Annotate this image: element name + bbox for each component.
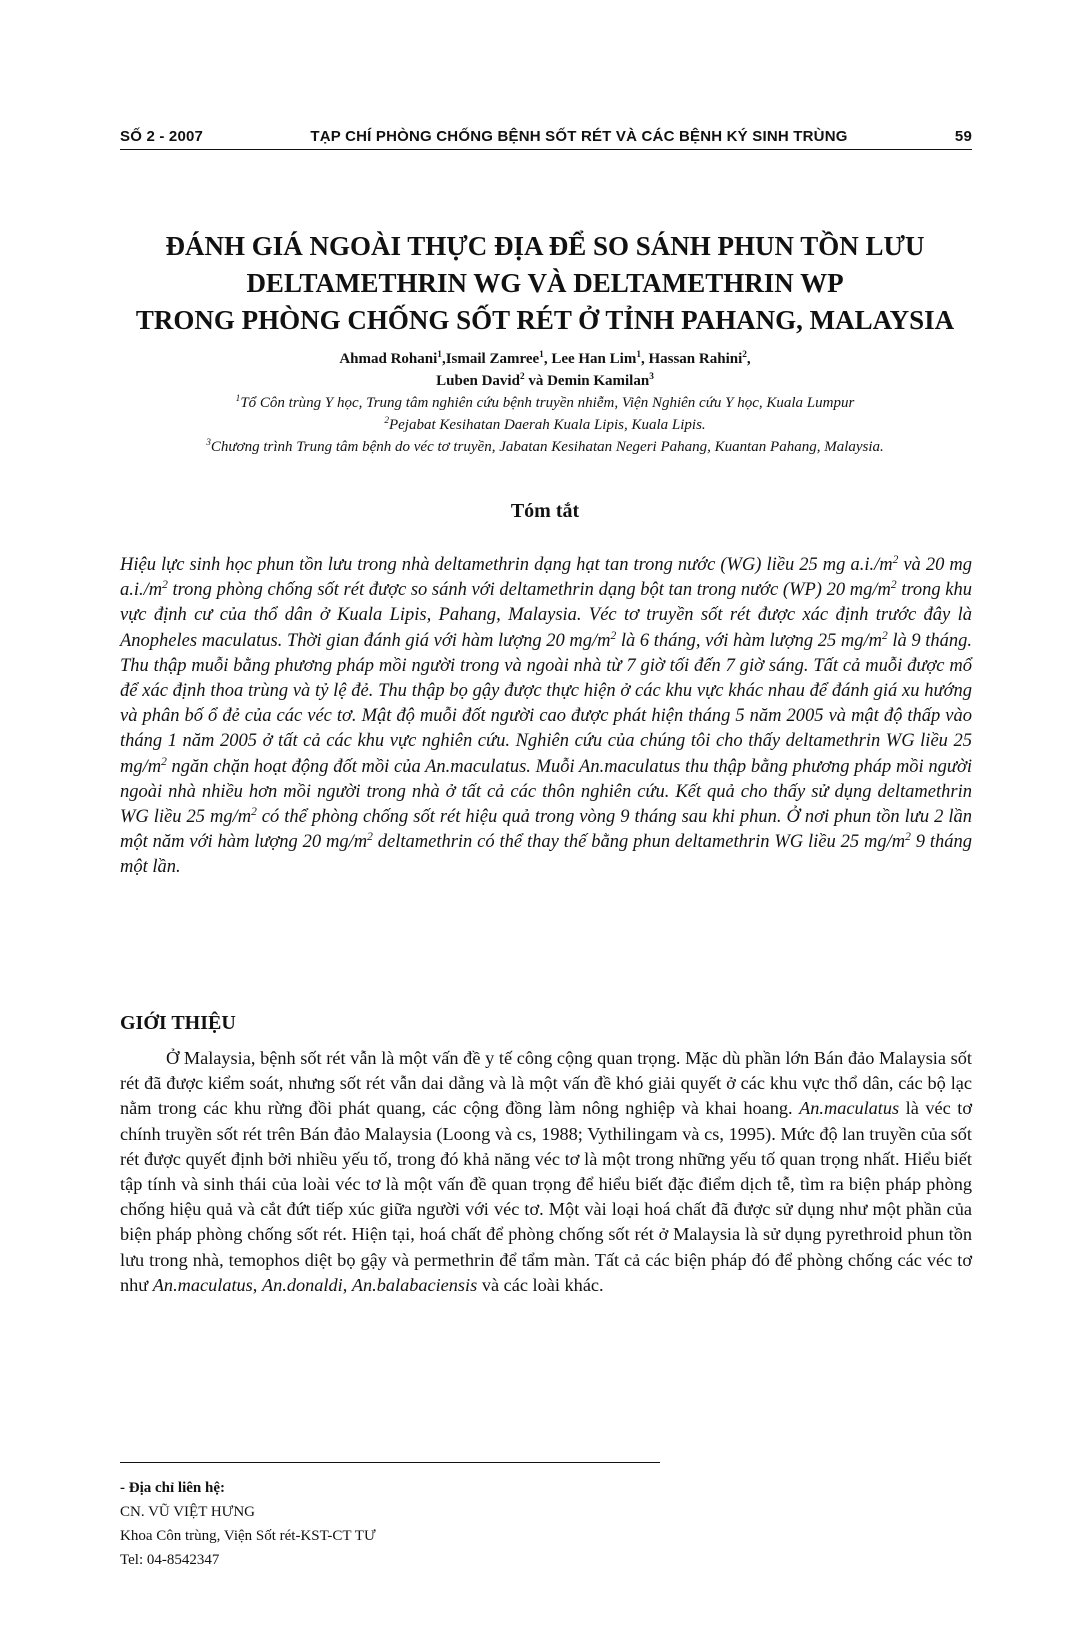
author-line: [100, 370, 990, 392]
superscript: 2: [890, 579, 897, 592]
abstract-segment: trong khu vực định cư của thổ dân ở Kuala Lipis, Pahang, Malaysia. Véc tơ truyền sốt rét được xác định trước đây là Anopheles maculatus. Thời gian đánh giá với hàm lượng 20 mg/m: [120, 580, 973, 651]
superscript: 2: [367, 831, 373, 844]
page-number: 59: [954, 128, 972, 145]
author-name: , Lee Han Lim: [543, 351, 637, 367]
affiliation-mark: 3: [649, 372, 654, 382]
contact-name: CN. VŨ VIỆT HƯNG: [120, 1504, 255, 1520]
separator: ,: [252, 1274, 262, 1295]
author-list: [100, 348, 990, 392]
affiliation-mark: 2: [742, 350, 747, 360]
abstract-heading: Tóm tắt: [510, 500, 580, 522]
superscript: 2: [610, 629, 617, 642]
contact-footnote: [120, 1476, 720, 1572]
affiliation-list: [100, 392, 990, 458]
affiliation-text: Pejabat Kesihatan Daerah Kuala Lipis, Kuala Lipis.: [388, 417, 706, 433]
abstract-segment: trong phòng chống sốt rét được so sánh với deltamethrin dạng bột tan trong nước (WP) 20 mg/m: [167, 580, 891, 601]
affiliation: [100, 414, 990, 436]
article-title: [100, 228, 990, 339]
species-name: An.maculatus: [152, 1274, 253, 1295]
superscript: 2: [251, 805, 257, 818]
abstract-segment: là 9 tháng. Thu thập muỗi bằng phương pháp mồi người trong và ngoài nhà từ 7 giờ tối đến 7 giờ sáng. Tất cả muỗi được mổ để xác định thoa trùng và tỷ lệ đẻ. Thu thập bọ gậy được thực hiện ở các khu vực khác nhau để đánh giá xu hướng và phân bố ổ đẻ của các véc tơ. Mật độ muỗi đốt người cao được phát hiện tháng 5 năm 2005 và mật độ thấp vào tháng 1 năm 2005 ở tất cả các khu vực nghiên cứu. Nghiên cứu của chúng tôi cho thấy deltamethrin WG liều 25 mg/m: [120, 630, 973, 777]
introduction-paragraph: [120, 1046, 972, 1298]
issue-number: SỐ 2 - 2007: [120, 128, 204, 145]
superscript: 2: [161, 755, 167, 768]
footnote-divider: [120, 1462, 660, 1463]
intro-text: Ở Malaysia, bệnh sốt rét vẫn là một vấn đề y tế công cộng quan trọng. Mặc dù phần lớn Bán đảo Malaysia sốt rét đã được kiểm soát, nhưng sốt rét vẫn dai dẳng và là một vấn đề khó giải quyết ở các khu vực thổ dân, các bộ lạc nằm trong các khu rừng đồi phát quang, các cộng đồng làm nông nghiệp và khai hoang.: [120, 1048, 972, 1119]
affiliation-text: Chương trình Trung tâm bệnh do véc tơ truyền, Jabatan Kesihatan Negeri Pahang, Kuantan Pahang, Malaysia.: [210, 439, 884, 455]
author-name: , Hassan Rahini: [640, 351, 743, 367]
abstract-segment: ngăn chặn hoạt động đốt mồi của An.maculatus. Muỗi An.maculatus thu thập bằng phương pháp mồi người ngoài nhà nhiều hơn mồi người trong nhà ở tất cả các thôn nghiên cứu. Kết quả cho thấy sử dụng deltamethrin WG liều 25 mg/m: [120, 756, 972, 828]
contact-affiliation: Khoa Côn trùng, Viện Sốt rét-KST-CT TƯ: [120, 1528, 376, 1544]
running-header: [120, 128, 972, 150]
author-name: Ahmad Rohani: [339, 351, 438, 367]
intro-text: và các loài khác.: [477, 1274, 604, 1295]
affiliation: [100, 392, 990, 414]
species-name: An.donaldi: [261, 1274, 343, 1295]
abstract-text: [120, 553, 972, 881]
author-name: Luben David: [436, 373, 520, 389]
superscript: 2: [892, 553, 899, 566]
affiliation-mark: 1: [539, 350, 544, 360]
abstract-segment: deltamethrin có thể thay thế bằng phun deltamethrin WG liều 25 mg/m: [372, 832, 906, 853]
superscript: 2: [162, 579, 168, 592]
affiliation-mark: 1: [235, 394, 241, 404]
author-name: và Demin Kamilan: [524, 373, 650, 389]
affiliation: [100, 436, 990, 458]
separator: ,: [342, 1274, 352, 1295]
affiliation-mark: 3: [206, 438, 211, 448]
affiliation-mark: 2: [384, 416, 389, 426]
superscript: 2: [881, 629, 888, 642]
contact-phone: Tel: 04-8542347: [120, 1552, 220, 1568]
species-name: An.maculatus: [799, 1098, 900, 1119]
title-line: TRONG PHÒNG CHỐNG SỐT RÉT Ở TỈNH PAHANG, MALAYSIA: [135, 305, 955, 335]
author-name: ,Ismail Zamree: [441, 351, 540, 367]
abstract-segment: và 20 mg a.i./m: [120, 555, 972, 601]
affiliation-mark: 1: [437, 350, 442, 360]
title-line: DELTAMETHRIN WG VÀ DELTAMETHRIN WP: [246, 268, 844, 298]
author-line: [100, 348, 990, 370]
affiliation-text: Tổ Côn trùng Y học, Trung tâm nghiên cứu bệnh truyền nhiễm, Viện Nghiên cứu Y học, Kuala Lumpur: [240, 395, 855, 411]
abstract-segment: là 6 tháng, với hàm lượng 25 mg/m: [616, 630, 882, 651]
superscript: 2: [905, 831, 911, 844]
abstract-segment: 9 tháng một lần.: [120, 832, 972, 878]
affiliation-mark: 2: [519, 372, 525, 382]
journal-name: TẠP CHÍ PHÒNG CHỐNG BỆNH SỐT RÉT VÀ CÁC BỆNH KÝ SINH TRÙNG: [310, 128, 848, 145]
affiliation-mark: 1: [636, 350, 641, 360]
contact-label: - Địa chỉ liên hệ:: [120, 1480, 225, 1496]
intro-text: là véc tơ chính truyền sốt rét trên Bán đảo Malaysia (Loong và cs, 1988; Vythilingam và cs, 1995). Mức độ lan truyền của sốt rét được quyết định bởi nhiều yếu tố, trong đó khả năng véc tơ là một trong những yếu tố quan trọng nhất. Hiểu biết tập tính và sinh thái của loài véc tơ là một vấn đề quan trọng để hiểu biết đặc điểm dịch tễ, tìm ra biện pháp phòng chống hiệu quả và cắt đứt tiếp xúc giữa người với véc tơ. Một vài loại hoá chất đã được sử dụng như một phần của biện pháp phòng chống sốt rét. Hiện tại, hoá chất để phòng chống sốt rét ở Malaysia là sử dụng pyrethroid phun tồn lưu trong nhà, temophos diệt bọ gậy và permethrin để tẩm màn. Tất cả các biện pháp đó để phòng chống các véc tơ như: [120, 1098, 972, 1295]
abstract-segment: có thể phòng chống sốt rét hiệu quả trong vòng 9 tháng sau khi phun. Ở nơi phun tồn lưu 2 lần một năm với hàm lượng 20 mg/m: [120, 807, 973, 853]
species-name: An.balabaciensis: [351, 1274, 478, 1295]
title-line: ĐÁNH GIÁ NGOÀI THỰC ĐỊA ĐỂ SO SÁNH PHUN TỒN LƯU: [165, 231, 925, 261]
section-heading-introduction: GIỚI THIỆU: [120, 1012, 236, 1034]
author-separator: ,: [746, 351, 751, 367]
abstract-segment: Hiệu lực sinh học phun tồn lưu trong nhà deltamethrin dạng hạt tan trong nước (WG) liều 25 mg a.i./m: [120, 555, 893, 575]
